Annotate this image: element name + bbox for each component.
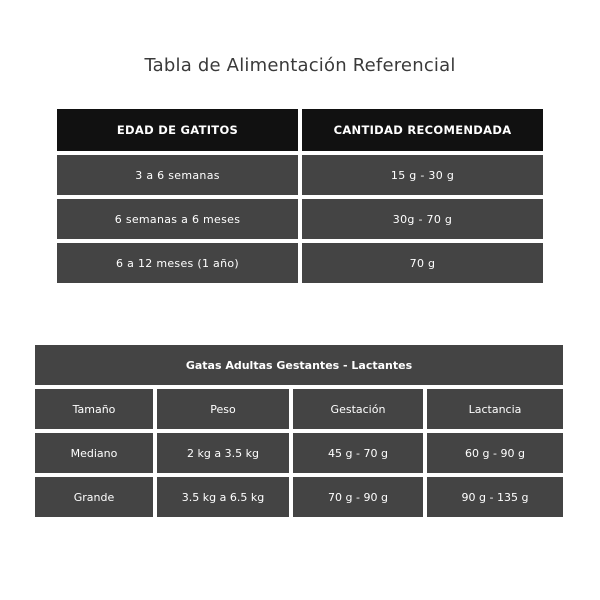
table-row [57, 199, 543, 239]
cell-lactation: 90 g - 135 g [427, 477, 563, 517]
header-age: EDAD DE GATITOS [57, 109, 298, 151]
header-lactation: Lactancia [427, 389, 563, 429]
header-size: Tamaño [35, 389, 153, 429]
table-header-row [35, 389, 563, 429]
cell-size: Grande [35, 477, 153, 517]
cell-lactation: 60 g - 90 g [427, 433, 563, 473]
adult-feeding-table [35, 345, 563, 521]
header-amount: CANTIDAD RECOMENDADA [302, 109, 543, 151]
cell-amount: 30g - 70 g [302, 199, 543, 239]
header-weight: Peso [157, 389, 289, 429]
table-header-row [57, 109, 543, 151]
cell-amount: 70 g [302, 243, 543, 283]
cell-gestation: 45 g - 70 g [293, 433, 423, 473]
cell-age: 6 semanas a 6 meses [57, 199, 298, 239]
cell-age: 6 a 12 meses (1 año) [57, 243, 298, 283]
table-row [35, 433, 563, 473]
cell-size: Mediano [35, 433, 153, 473]
cell-weight: 3.5 kg a 6.5 kg [157, 477, 289, 517]
cell-gestation: 70 g - 90 g [293, 477, 423, 517]
table-row [57, 243, 543, 283]
kitten-feeding-table [57, 109, 543, 287]
cell-amount: 15 g - 30 g [302, 155, 543, 195]
table-row [35, 477, 563, 517]
cell-weight: 2 kg a 3.5 kg [157, 433, 289, 473]
table-banner: Gatas Adultas Gestantes - Lactantes [35, 345, 563, 385]
table-row [57, 155, 543, 195]
page-title: Tabla de Alimentación Referencial [144, 55, 456, 76]
cell-age: 3 a 6 semanas [57, 155, 298, 195]
header-gestation: Gestación [293, 389, 423, 429]
